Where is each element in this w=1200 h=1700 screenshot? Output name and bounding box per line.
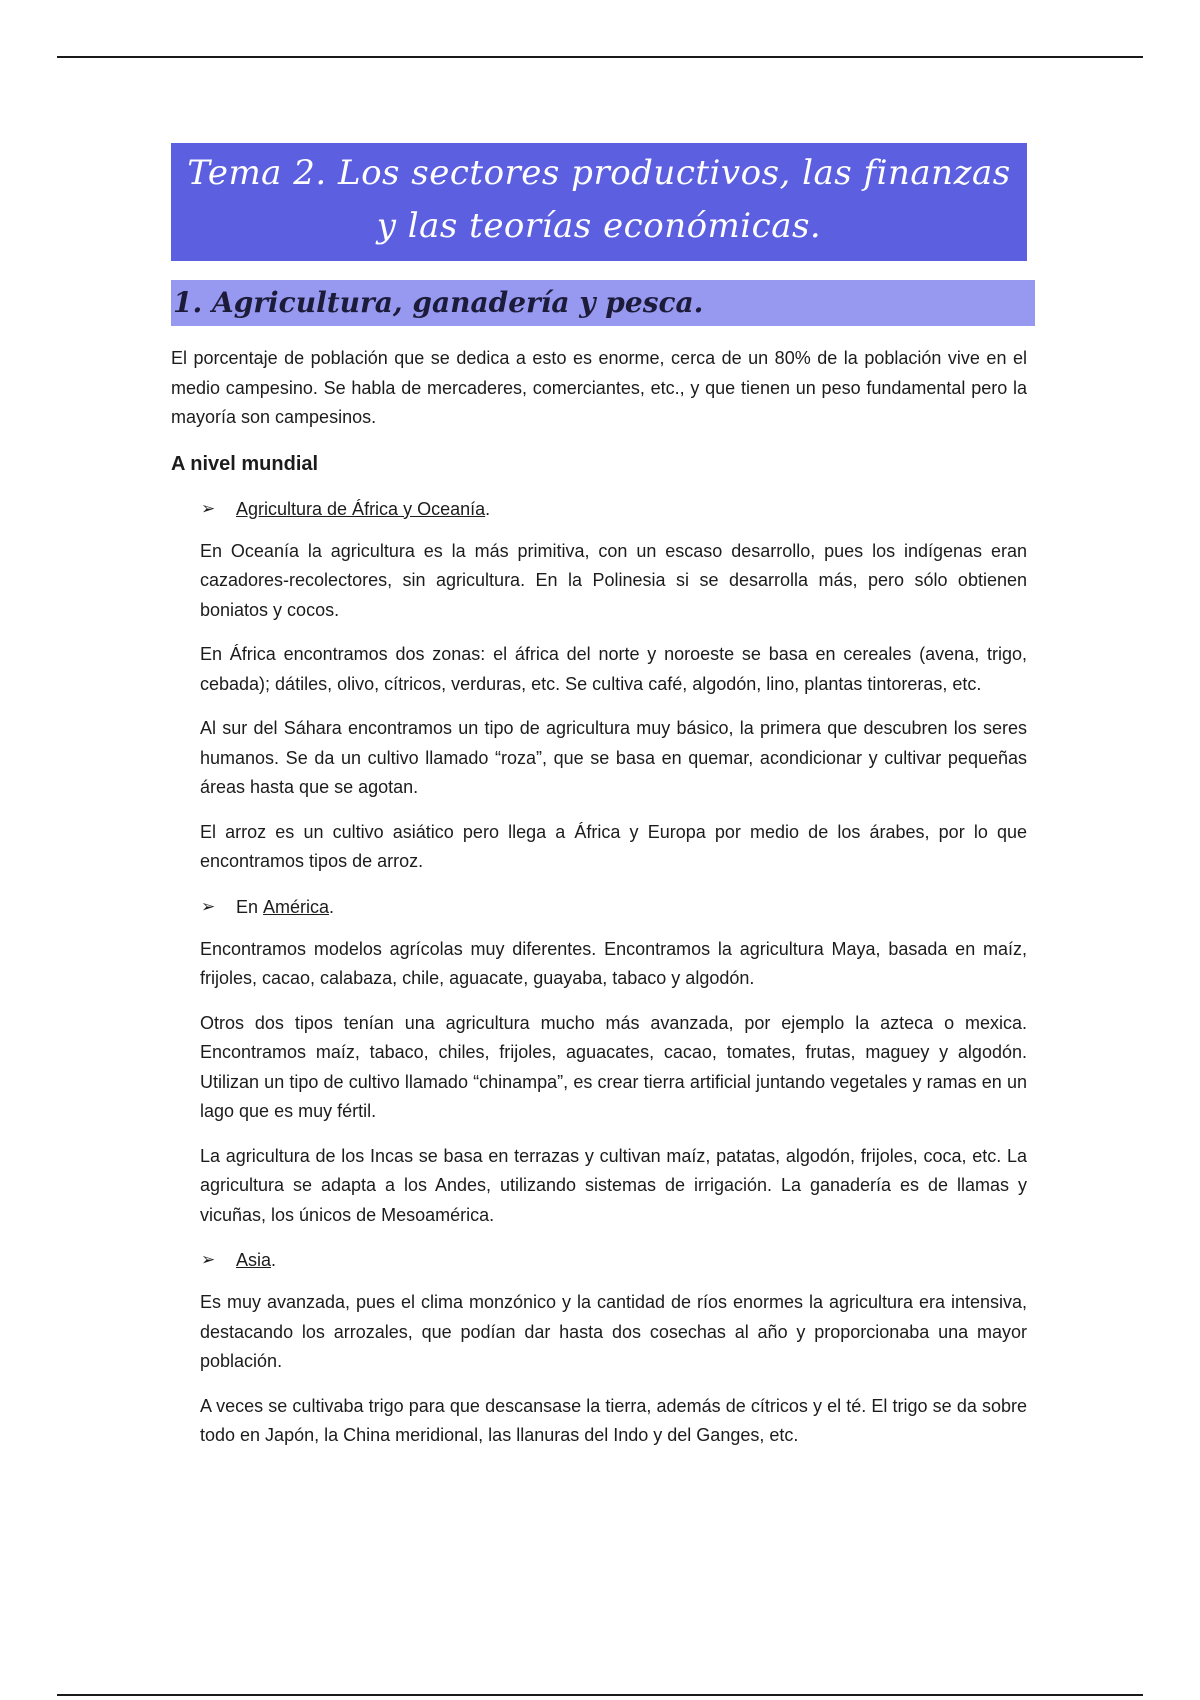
- paragraph: A veces se cultivaba trigo para que descansase la tierra, además de cítricos y el té. El trigo se da sobre todo en Japón, la China meridional, las llanuras del Indo y del Ganges, etc.: [200, 1395, 1027, 1445]
- bullet-prefix: En: [236, 896, 264, 917]
- bullet-label: América: [263, 896, 330, 917]
- document-title: Tema 2. Los sectores productivos, las finanzas y las teorías económicas.: [171, 143, 1027, 261]
- bottom-rule: [57, 1694, 1143, 1696]
- page-content: [171, 143, 1027, 1451]
- bullet-suffix: .: [271, 1250, 277, 1270]
- paragraph: Otros dos tipos tenían una agricultura mucho más avanzada, por ejemplo la azteca o mexica. Encontramos maíz, tabaco, chiles, frijoles, aguacates, cacao, tomates, frutas, maguey y algodón. Utilizan un tipo de cultivo llamado “chinampa”, es crear tierra artificial juntando vegetales y ramas en un lago que es muy fértil.: [200, 1012, 1027, 1121]
- paragraph: En Oceanía la agricultura es la más primitiva, con un escaso desarrollo, pues los indígenas eran cazadores-recolectores, sin agricultura. En la Polinesia si se desarrolla más, pero sólo obtienen boniatos y cocos.: [200, 540, 1027, 620]
- arrow-bullet-icon: ➢: [201, 1250, 216, 1269]
- paragraph: Es muy avanzada, pues el clima monzónico y la cantidad de ríos enormes la agricultura era intensiva, destacando los arrozales, que podían dar hasta dos cosechas al año y proporcionaba una mayor población.: [200, 1292, 1027, 1371]
- arrow-bullet-icon: ➢: [201, 498, 216, 518]
- bullet-label: Agricultura de África y Oceanía: [236, 498, 486, 519]
- bullet-label: Asia: [236, 1250, 272, 1270]
- arrow-bullet-icon: ➢: [201, 896, 216, 916]
- paragraph: Encontramos modelos agrícolas muy diferentes. Encontramos la agricultura Maya, basada en maíz, frijoles, cacao, calabaza, chile, aguacate, guayaba, tabaco y algodón.: [200, 938, 1027, 988]
- paragraph: En África encontramos dos zonas: el áfrica del norte y noroeste se basa en cereales (avena, trigo, cebada); dátiles, olivo, cítricos, verduras, etc. Se cultiva café, algodón, lino, plantas tintoreras, etc.: [200, 644, 1027, 694]
- bullet-asia: [171, 1246, 1027, 1274]
- intro-paragraph: El porcentaje de población que se dedica a esto es enorme, cerca de un 80% de la población vive en el medio campesino. Se habla de mercaderes, comerciantes, etc., y que tienen un peso fundamental pero la mayoría son campesinos.: [171, 348, 1027, 427]
- subheading: A nivel mundial: [171, 452, 319, 475]
- bullet-suffix: .: [329, 896, 335, 917]
- section-heading: 1. Agricultura, ganadería y pesca.: [171, 280, 1035, 326]
- paragraph: La agricultura de los Incas se basa en terrazas y cultivan maíz, patatas, algodón, frijoles, coca, etc. La agricultura se adapta a los Andes, utilizando sistemas de irrigación. La ganadería es de llamas y vicuñas, los únicos de Mesoamérica.: [200, 1145, 1027, 1225]
- bullet-africa-oceania: [171, 495, 1027, 523]
- paragraph: El arroz es un cultivo asiático pero llega a África y Europa por medio de los árabes, por lo que encontramos tipos de arroz.: [200, 821, 1027, 871]
- top-rule: [57, 56, 1143, 58]
- paragraph: Al sur del Sáhara encontramos un tipo de agricultura muy básico, la primera que descubren los seres humanos. Se da un cultivo llamado “roza”, que se basa en quemar, acondicionar y cultivar pequeñas áreas hasta que se agotan.: [200, 718, 1027, 797]
- bullet-america: [171, 893, 1027, 921]
- bullet-suffix: .: [485, 498, 491, 519]
